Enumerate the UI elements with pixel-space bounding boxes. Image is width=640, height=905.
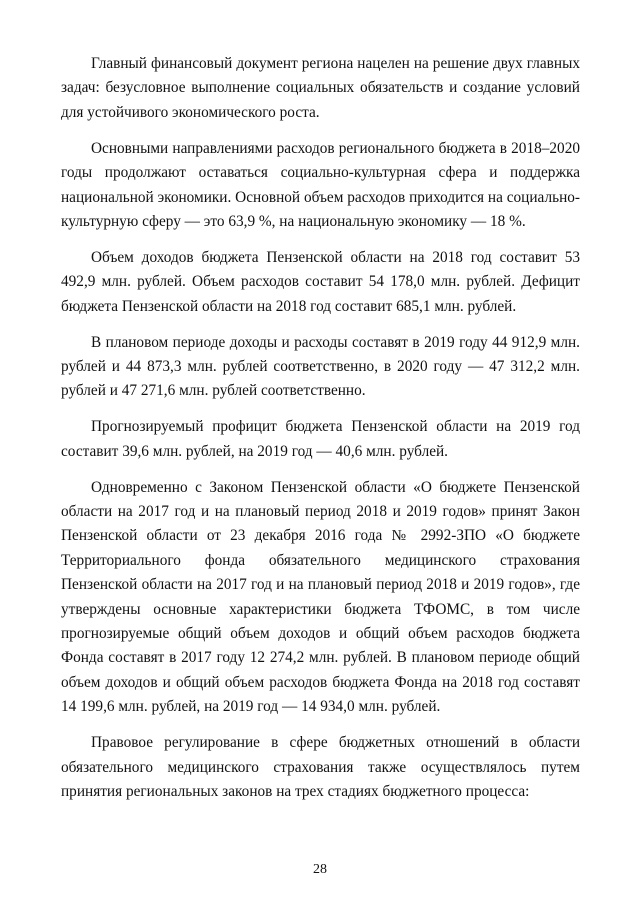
page-number: 28 bbox=[313, 862, 327, 877]
paragraph-surplus: Прогнозируемый профицит бюджета Пензенской области на 2019 год составит 39,6 млн. рублей, на 2019 год — 40,6 млн. рублей. bbox=[61, 418, 580, 460]
paragraph-2018-budget: Объем доходов бюджета Пензенской области на 2018 год составит 53 492,9 млн. рублей. Объем расходов составит 54 178,0 млн. рублей. Дефицит бюджета Пензенской области на 2018 год составит 685,1 млн. рублей. bbox=[61, 248, 580, 315]
paragraph-planning-period: В плановом периоде доходы и расходы составят в 2019 году 44 912,9 млн. рублей и 44 873,3 млн. рублей соответственно, в 2020 году — 47 312,2 млн. рублей и 47 271,6 млн. рублей соответственно. bbox=[61, 333, 580, 400]
document-page bbox=[61, 52, 580, 804]
paragraph-tfoms-law: Одновременно с Законом Пензенской области «О бюджете Пензенской области на 2017 год и на плановый период 2018 и 2019 годов» принят Закон Пензенской области от 23 декабря 2016 года № 2992-ЗПО «О бюджете Территориального фонда обязательного медицинского страхования Пензенской области на 2017 год и на плановый период 2018 и 2019 годов», где утверждены основные характеристики бюджета ТФОМС, в том числе прогнозируемые общий объем доходов и общий объем расходов бюджета Фонда составят в 2017 году 12 274,2 млн. рублей. В плановом периоде общий объем доходов и общий объем расходов бюджета Фонда на 2018 год составят 14 199,6 млн. рублей, на 2019 год — 14 934,0 млн. рублей. bbox=[61, 478, 580, 716]
paragraph-expense-directions: Основными направлениями расходов регионального бюджета в 2018–2020 годы продолжают оставаться социально-культурная сфера и поддержка национальной экономики. Основной объем расходов приходится на социально-культурную сферу — это 63,9 %, на национальную экономику — 18 %. bbox=[61, 139, 580, 230]
paragraph-legal-regulation: Правовое регулирование в сфере бюджетных отношений в области обязательного медицинского страхования также осуществлялось путем принятия региональных законов на трех стадиях бюджетного процесса: bbox=[61, 734, 580, 800]
paragraph-budget-goals: Главный финансовый документ региона нацелен на решение двух главных задач: безусловное выполнение социальных обязательств и создание условий для устойчивого экономического роста. bbox=[61, 55, 580, 121]
